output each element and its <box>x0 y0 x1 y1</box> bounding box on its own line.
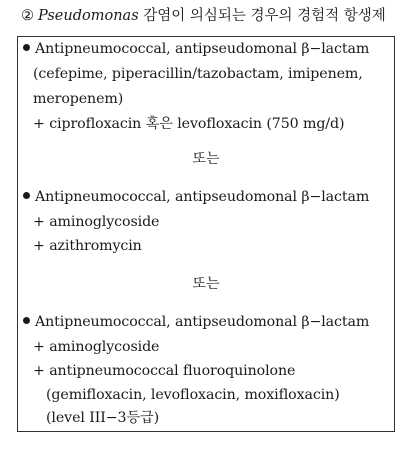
bullet-icon <box>23 44 30 51</box>
heading-text: 감염이 의심되는 경우의 경험적 항생제 <box>138 8 386 24</box>
regimen-3-line-1: + aminoglycoside <box>33 339 160 355</box>
bullet-icon <box>23 192 30 199</box>
regimen-2-title: Antipneumococcal, antipseudomonal β−lactam <box>35 189 370 205</box>
regimen-box <box>17 36 395 432</box>
regimen-1-line-2: meropenem) <box>33 91 124 107</box>
regimen-1-bullet <box>23 39 369 59</box>
regimen-3-line-2: + antipneumococcal fluoroquinolone <box>33 363 296 379</box>
pseudomonas-term: Pseudomonas <box>38 8 139 24</box>
regimen-2-line-1: + aminoglycoside <box>33 214 160 230</box>
section-number: ② <box>21 8 34 24</box>
regimen-1-line-3: + ciprofloxacin 혹은 levofloxacin (750 mg/d) <box>33 116 345 132</box>
regimen-3-title: Antipneumococcal, antipseudomonal β−lactam <box>35 314 370 330</box>
regimen-2-line-2: + azithromycin <box>33 238 142 254</box>
separator-or-1: 또는 <box>192 151 220 167</box>
section-heading <box>21 6 386 26</box>
regimen-2-bullet <box>23 187 369 207</box>
separator-or-2: 또는 <box>192 276 220 292</box>
regimen-3-line-4: (level III−3등급) <box>46 410 160 426</box>
regimen-1-title: Antipneumococcal, antipseudomonal β−lactam <box>35 41 370 57</box>
regimen-1-line-1: (cefepime, piperacillin/tazobactam, imipenem, <box>33 66 363 82</box>
regimen-3-line-3: (gemifloxacin, levofloxacin, moxifloxacin) <box>46 387 340 403</box>
bullet-icon <box>23 317 30 324</box>
regimen-3-bullet <box>23 312 369 332</box>
